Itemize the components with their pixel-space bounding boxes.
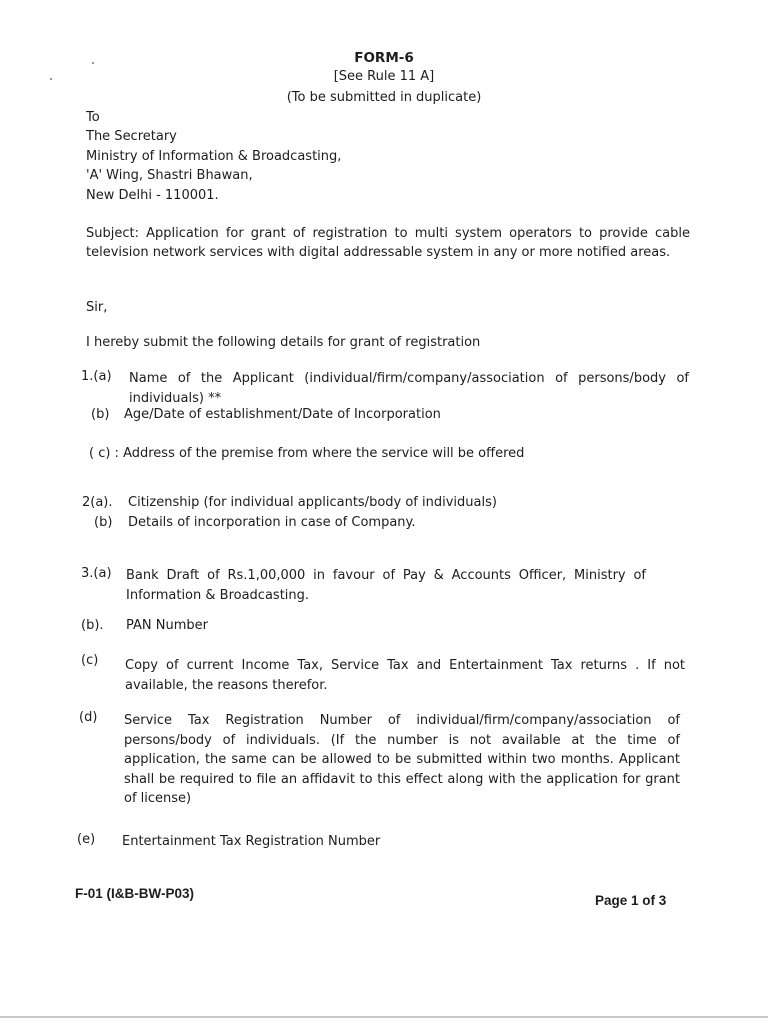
item-3a-number: 3.(a) — [81, 566, 112, 581]
item-1a-number: 1.(a) — [81, 369, 112, 384]
item-3c-text: Copy of current Income Tax, Service Tax and Entertainment Tax returns . If not available, the reasons therefor. — [125, 658, 685, 693]
address-line-1: The Secretary — [86, 129, 177, 144]
item-3d-number: (d) — [79, 710, 98, 725]
address-to: To — [86, 110, 100, 125]
item-3e-text: Entertainment Tax Registration Number — [122, 834, 381, 849]
item-3b-number: (b). — [81, 618, 104, 633]
salutation: Sir, — [86, 300, 108, 315]
page-number: Page 1 of 3 — [595, 893, 667, 908]
address-line-4: New Delhi - 110001. — [86, 188, 219, 203]
item-1a-text: Name of the Applicant (individual/firm/company/association of persons/body of individuals) ** — [129, 371, 689, 406]
item-3a-text: Bank Draft of Rs.1,00,000 in favour of Pay & Accounts Officer, Ministry of Information & Broadcasting. — [126, 568, 646, 603]
item-2b-number: (b) — [94, 515, 113, 530]
form-code: F-01 (I&B-BW-P03) — [75, 886, 194, 901]
form-title: FORM-6 — [354, 50, 414, 66]
item-2b-text: Details of incorporation in case of Company. — [128, 515, 416, 530]
address-line-3: 'A' Wing, Shastri Bhawan, — [86, 168, 253, 183]
intro-line: I hereby submit the following details for grant of registration — [86, 335, 481, 350]
item-3d-text: Service Tax Registration Number of individual/firm/company/association of persons/body of individuals. (If the number is not available at the time of application, the same can be allowed to be submitted within two months. Applicant shall be required to file an affidavit to this effect along with the application for grant of license) — [124, 713, 680, 806]
item-2a-number: 2(a). — [82, 495, 113, 510]
item-1b-text: Age/Date of establishment/Date of Incorporation — [124, 407, 441, 422]
item-1b-number: (b) — [91, 407, 110, 422]
item-2a-text: Citizenship (for individual applicants/body of individuals) — [128, 495, 497, 510]
item-3c-number: (c) — [81, 653, 99, 668]
scan-bottom-edge — [0, 1016, 768, 1018]
subject-paragraph: Subject: Application for grant of registration to multi system operators to provide cable television network services with digital addressable system in any or more notified areas. — [86, 226, 690, 260]
item-1c-text: ( c) : Address of the premise from where the service will be offered — [89, 446, 525, 461]
item-3b-text: PAN Number — [126, 618, 208, 633]
form-duplicate-note: (To be submitted in duplicate) — [286, 90, 482, 105]
form-rule-reference: [See Rule 11 A] — [333, 69, 435, 84]
address-line-2: Ministry of Information & Broadcasting, — [86, 149, 342, 164]
item-3e-number: (e) — [77, 832, 96, 847]
